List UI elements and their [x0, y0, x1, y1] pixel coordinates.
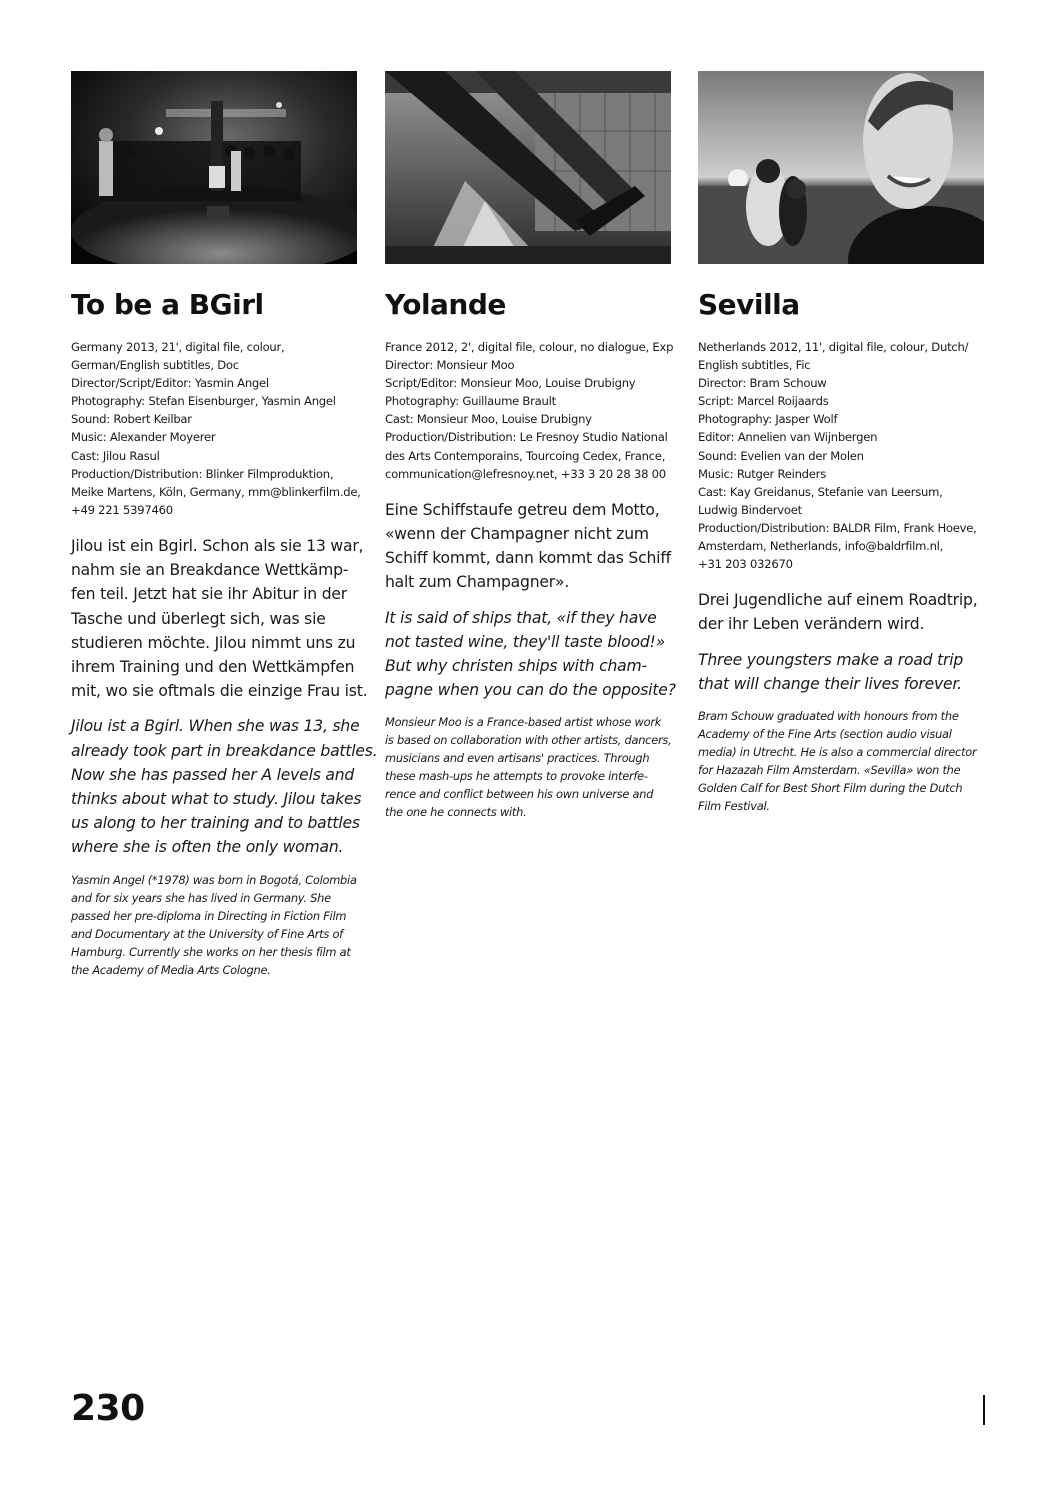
film-credits: France 2012, 2', digital file, colour, no dialogue, Exp Director: Monsieur Moo Script/Editor: Monsieur Moo, Louise Drubigny Photography: Guillaume Brault Cast: Monsieur Moo, Louise Drubigny Production/Distribution: Le Fresnoy Studio National des Arts Contemporains, Tourcoing Cedex, France, communication@lefresnoy.net, +33 3 20 28 38 00: [385, 340, 674, 481]
director-bio: Bram Schouw graduated with honours from the Academy of the Fine Arts (section audio visual media) in Utrecht. He is also a commercial director for Hazazah Film Amsterdam. «Sevilla» won the Golden Calf for Best Short Film during the Dutch Film Festival.: [698, 709, 977, 814]
film-title: Sevilla: [698, 288, 800, 321]
film-credits: Netherlands 2012, 11', digital file, colour, Dutch/ English subtitles, Fic Director: Bram Schouw Script: Marcel Roijaards Photography: Jasper Wolf Editor: Annelien van Wijnbergen Sound: Evelien van der Molen Music: Rutger Reinders Cast: Kay Greidanus, Stefanie van Leersum, Ludwig Bindervoet Production/Distribution: BALDR Film, Frank Hoeve, Amsterdam, Netherlands, info@baldrfilm.nl, +31 203 032670: [698, 340, 977, 572]
synopsis-german: Drei Jugendliche auf einem Roadtrip, der ihr Leben verändern wird.: [698, 591, 978, 634]
film-entry-to-be-a-bgirl: [71, 71, 378, 979]
director-bio: Yasmin Angel (*1978) was born in Bogotá, Colombia and for six years she has lived in Germany. She passed her pre-diploma in Directing in Fiction Film and Documentary at the University of Fine Arts of Hamburg. Currently she works on her thesis film at the Academy of Media Arts Cologne.: [71, 872, 357, 977]
film-still-bgirl: [71, 71, 357, 264]
film-still-yolande: [385, 71, 671, 264]
synopsis-english: Three youngsters make a road trip that will change their lives forever.: [698, 650, 964, 693]
margin-rule: [983, 1395, 985, 1425]
film-still-sevilla: [698, 71, 984, 264]
synopsis-english: Jilou ist a Bgirl. When she was 13, she already took part in breakdance battles. Now she has passed her A levels and thinks about what to study. Jilou takes us along to her training and to battles where she is often the only woman.: [71, 717, 378, 857]
film-credits: Germany 2013, 21', digital file, colour, German/English subtitles, Doc Director/Script/Editor: Yasmin Angel Photography: Stefan Eisenburger, Yasmin Angel Sound: Robert Keilbar Music: Alexander Moyerer Cast: Jilou Rasul Production/Distribution: Blinker Filmproduktion, Meike Martens, Köln, Germany, mm@blinkerfilm.de, +49 221 5397460: [71, 340, 361, 517]
page-number: 230: [71, 1388, 145, 1429]
film-title: Yolande: [385, 288, 506, 321]
film-title: To be a BGirl: [71, 288, 264, 321]
synopsis-german: Jilou ist ein Bgirl. Schon als sie 13 war, nahm sie an Breakdance Wettkämp- fen teil. Jetzt hat sie ihr Abitur in der Tasche und überlegt sich, was sie studieren möchte. Jilou nimmt uns zu ihrem Training und den Wettkämpfen mit, wo sie oftmals die einzige Frau ist.: [71, 536, 368, 701]
synopsis-german: Eine Schiffstaufe getreu dem Motto, «wenn der Champagner nicht zum Schiff kommt, dann kommt das Schiff halt zum Champagner».: [385, 500, 671, 592]
film-entry-yolande: [385, 71, 676, 821]
synopsis-english: It is said of ships that, «if they have not tasted wine, they'll taste blood!» But why christen ships with cham- pagne when you can do the opposite?: [385, 608, 676, 700]
film-entry-sevilla: [698, 71, 984, 815]
director-bio: Monsieur Moo is a France-based artist whose work is based on collaboration with other artists, dancers, musicians and even artisans' practices. Through these mash-ups he attempts to provoke interfe- rence and conflict between his own universe and the one he connects with.: [385, 715, 672, 820]
